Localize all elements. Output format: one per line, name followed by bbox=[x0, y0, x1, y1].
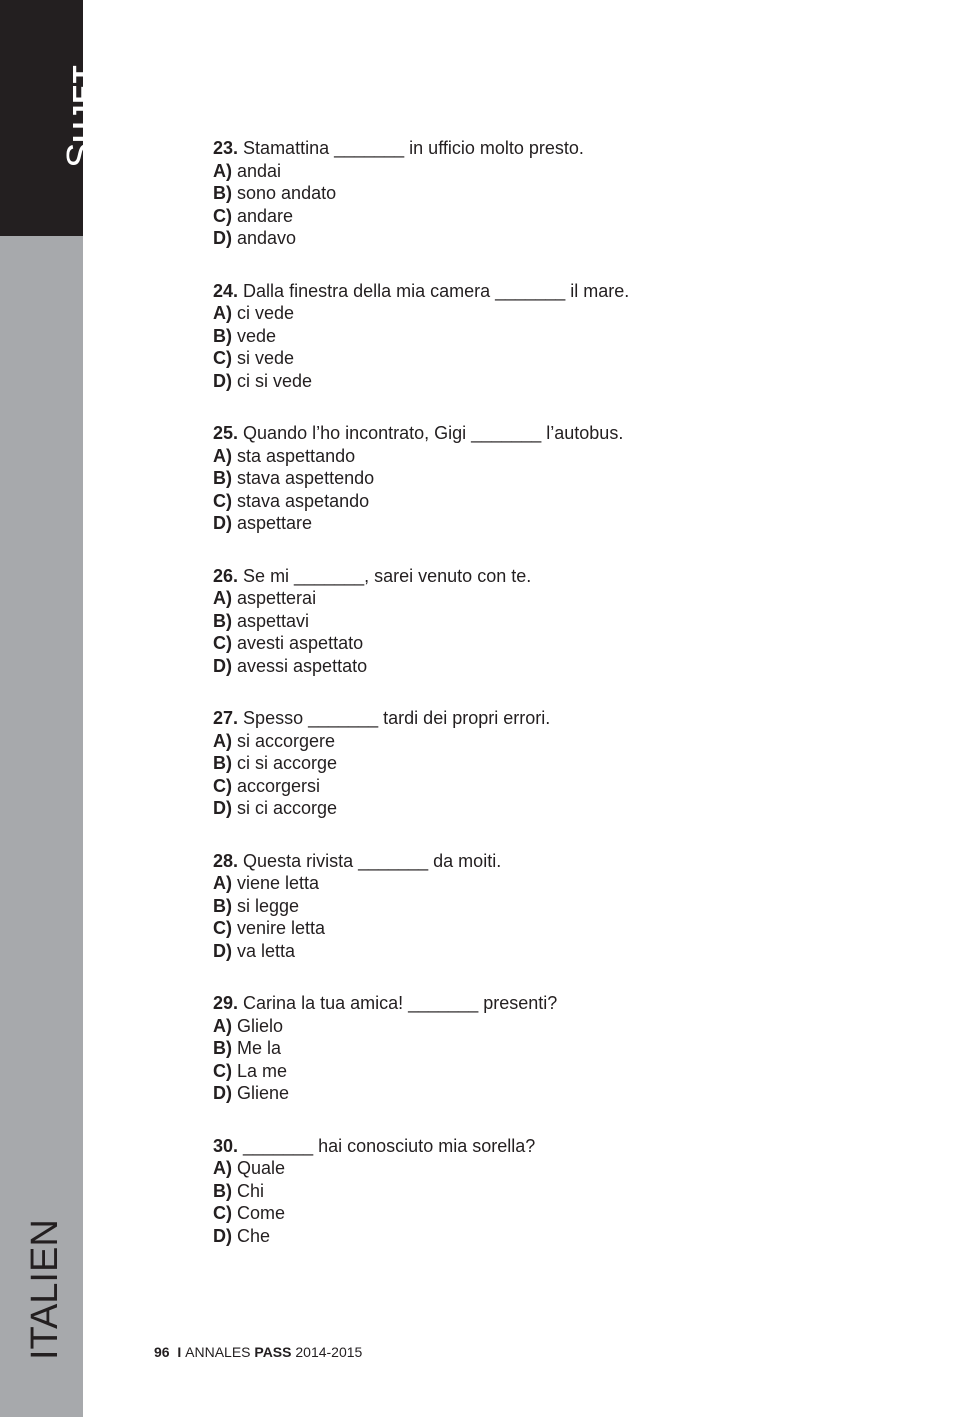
question-stem bbox=[213, 422, 913, 445]
option-text: aspetterai bbox=[237, 588, 317, 608]
option-text: Glielo bbox=[237, 1015, 284, 1036]
option-letter: A) bbox=[213, 873, 232, 893]
option-letter: A) bbox=[213, 1015, 232, 1036]
subject-label: ITALIEN bbox=[24, 1219, 66, 1360]
answer-option bbox=[213, 872, 913, 895]
option-letter: B) bbox=[213, 753, 232, 773]
question-text: Spesso _______ tardi dei propri errori. bbox=[243, 708, 551, 728]
option-letter: C) bbox=[213, 775, 232, 796]
section-label bbox=[60, 65, 103, 169]
question-text: Questa rivista _______ da moiti. bbox=[243, 850, 502, 871]
option-text: sta aspettando bbox=[237, 445, 356, 466]
answer-option bbox=[213, 587, 913, 610]
question-30 bbox=[213, 1135, 913, 1248]
answer-option bbox=[213, 1157, 913, 1180]
answer-option bbox=[213, 512, 913, 535]
option-text: ci si accorge bbox=[237, 753, 338, 773]
option-letter: A) bbox=[213, 303, 232, 323]
question-number: 27. bbox=[213, 708, 239, 728]
answer-option bbox=[213, 160, 913, 183]
answer-option bbox=[213, 205, 913, 228]
question-stem bbox=[213, 1135, 913, 1158]
option-text: Come bbox=[237, 1203, 286, 1223]
page-number: 96 bbox=[154, 1344, 170, 1360]
option-letter: A) bbox=[213, 1158, 232, 1178]
option-text: Gliene bbox=[237, 1083, 290, 1103]
option-text: andare bbox=[237, 205, 294, 226]
answer-option bbox=[213, 467, 913, 490]
option-text: viene letta bbox=[237, 873, 320, 893]
option-letter: D) bbox=[213, 513, 232, 533]
option-letter: A) bbox=[213, 730, 232, 751]
option-letter: C) bbox=[213, 1203, 232, 1223]
option-text: sono andato bbox=[237, 183, 337, 203]
option-text: Me la bbox=[237, 1038, 282, 1058]
option-text: aspettavi bbox=[237, 610, 310, 631]
option-letter: B) bbox=[213, 1038, 232, 1058]
question-28 bbox=[213, 850, 913, 963]
option-letter: D) bbox=[213, 370, 232, 391]
option-letter: B) bbox=[213, 325, 232, 346]
option-text: Che bbox=[237, 1225, 271, 1246]
option-text: vede bbox=[237, 325, 277, 346]
option-letter: D) bbox=[213, 228, 232, 248]
question-text: Se mi _______, sarei venuto con te. bbox=[243, 565, 532, 586]
option-text: aspettare bbox=[237, 513, 313, 533]
option-text: va letta bbox=[237, 940, 296, 961]
question-stem bbox=[213, 280, 913, 303]
question-number: 24. bbox=[213, 280, 239, 301]
question-text: Stamattina _______ in ufficio molto presto. bbox=[243, 138, 584, 158]
question-26 bbox=[213, 565, 913, 678]
question-text: _______ hai conosciuto mia sorella? bbox=[243, 1135, 536, 1156]
option-letter: A) bbox=[213, 160, 232, 181]
option-text: ci vede bbox=[237, 303, 295, 323]
sidebar-sujet-band bbox=[0, 0, 102, 236]
answer-option bbox=[213, 655, 913, 678]
option-text: La me bbox=[237, 1060, 288, 1081]
option-letter: B) bbox=[213, 1180, 232, 1201]
option-letter: C) bbox=[213, 633, 232, 653]
question-stem bbox=[213, 137, 913, 160]
question-25 bbox=[213, 422, 913, 535]
option-text: ci si vede bbox=[237, 370, 313, 391]
option-letter: C) bbox=[213, 918, 232, 938]
question-27 bbox=[213, 707, 913, 820]
answer-option bbox=[213, 1180, 913, 1203]
option-text: andai bbox=[237, 160, 282, 181]
option-letter: C) bbox=[213, 205, 232, 226]
option-letter: D) bbox=[213, 940, 232, 961]
answer-option bbox=[213, 752, 913, 775]
answer-option bbox=[213, 182, 913, 205]
option-letter: B) bbox=[213, 895, 232, 916]
option-letter: A) bbox=[213, 588, 232, 608]
option-text: si ci accorge bbox=[237, 798, 338, 818]
answer-option bbox=[213, 1037, 913, 1060]
section-label-rest: UJET bbox=[68, 64, 100, 143]
answer-option bbox=[213, 445, 913, 468]
option-letter: D) bbox=[213, 1083, 232, 1103]
option-letter: C) bbox=[213, 348, 232, 368]
answer-option bbox=[213, 632, 913, 655]
answer-option bbox=[213, 1015, 913, 1038]
question-stem bbox=[213, 707, 913, 730]
question-stem bbox=[213, 565, 913, 588]
question-number: 23. bbox=[213, 138, 239, 158]
option-letter: B) bbox=[213, 183, 232, 203]
option-text: si vede bbox=[237, 348, 295, 368]
option-letter: D) bbox=[213, 1225, 232, 1246]
answer-option bbox=[213, 490, 913, 513]
option-letter: B) bbox=[213, 610, 232, 631]
answer-option bbox=[213, 797, 913, 820]
question-24 bbox=[213, 280, 913, 393]
option-text: accorgersi bbox=[237, 775, 321, 796]
question-text: Quando l’ho incontrato, Gigi _______ l’autobus. bbox=[243, 423, 624, 443]
option-text: stava aspetando bbox=[237, 490, 370, 511]
answer-option bbox=[213, 325, 913, 348]
question-stem bbox=[213, 992, 913, 1015]
answer-option bbox=[213, 347, 913, 370]
answer-option bbox=[213, 775, 913, 798]
option-text: Quale bbox=[237, 1158, 286, 1178]
answer-option bbox=[213, 1060, 913, 1083]
footer-pass: PASS bbox=[254, 1344, 292, 1360]
option-letter: C) bbox=[213, 490, 232, 511]
option-letter: A) bbox=[213, 445, 232, 466]
question-number: 26. bbox=[213, 565, 239, 586]
question-number: 30. bbox=[213, 1135, 239, 1156]
option-text: si accorgere bbox=[237, 730, 336, 751]
answer-option bbox=[213, 1225, 913, 1248]
question-text: Dalla finestra della mia camera _______ il mare. bbox=[243, 280, 630, 301]
question-23 bbox=[213, 137, 913, 250]
answer-option bbox=[213, 302, 913, 325]
option-letter: B) bbox=[213, 468, 232, 488]
answer-option bbox=[213, 917, 913, 940]
option-text: stava aspettendo bbox=[237, 468, 375, 488]
question-number: 25. bbox=[213, 423, 239, 443]
answer-option bbox=[213, 1082, 913, 1105]
option-text: Chi bbox=[237, 1180, 265, 1201]
answer-option bbox=[213, 730, 913, 753]
answer-option bbox=[213, 1202, 913, 1225]
answer-option bbox=[213, 940, 913, 963]
option-letter: D) bbox=[213, 798, 232, 818]
answer-option bbox=[213, 227, 913, 250]
option-letter: D) bbox=[213, 655, 232, 676]
footer-separator: I bbox=[177, 1344, 182, 1360]
question-list bbox=[213, 137, 913, 1277]
option-text: si legge bbox=[237, 895, 300, 916]
answer-option bbox=[213, 610, 913, 633]
answer-option bbox=[213, 370, 913, 393]
question-number: 28. bbox=[213, 850, 239, 871]
footer-annales: ANNALES bbox=[185, 1344, 251, 1360]
option-text: avessi aspettato bbox=[237, 655, 368, 676]
option-text: avesti aspettato bbox=[237, 633, 364, 653]
answer-option bbox=[213, 895, 913, 918]
option-text: andavo bbox=[237, 228, 297, 248]
question-number: 29. bbox=[213, 993, 239, 1013]
footer-years: 2014-2015 bbox=[295, 1344, 363, 1360]
option-text: venire letta bbox=[237, 918, 326, 938]
page-footer bbox=[154, 1344, 362, 1360]
question-29 bbox=[213, 992, 913, 1105]
option-letter: C) bbox=[213, 1060, 232, 1081]
question-stem bbox=[213, 850, 913, 873]
question-text: Carina la tua amica! _______ presenti? bbox=[243, 993, 558, 1013]
section-label-initial: S bbox=[60, 142, 102, 168]
